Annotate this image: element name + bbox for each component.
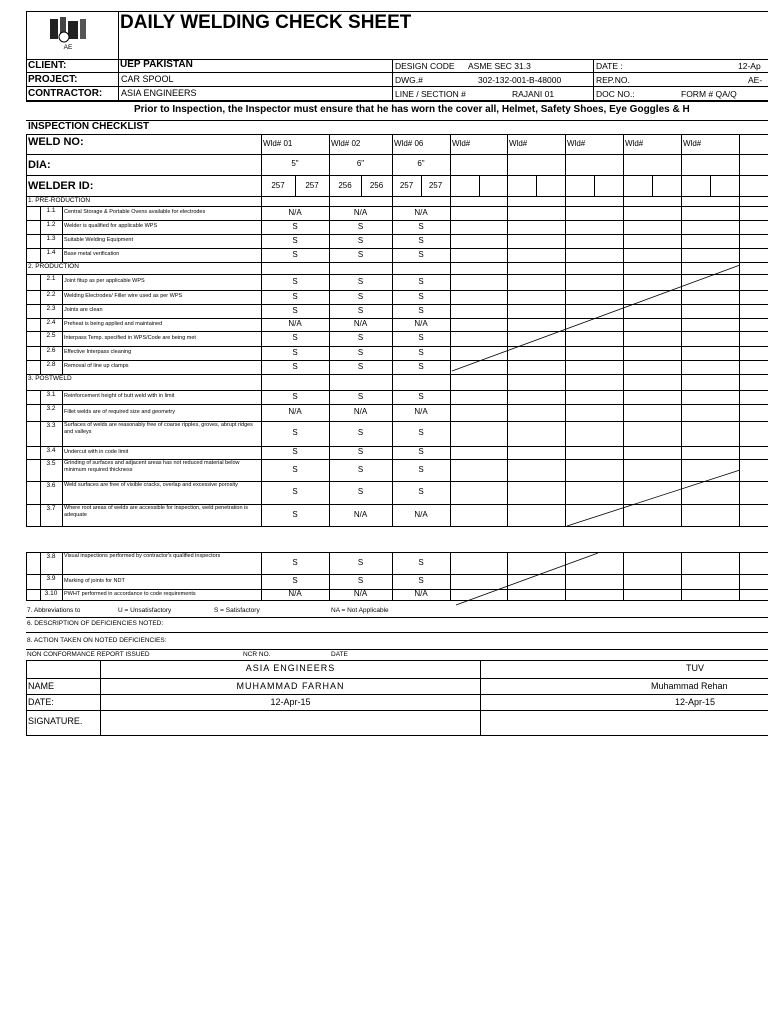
item-result[interactable]: S (357, 392, 364, 401)
item-result[interactable]: N/A (353, 319, 368, 328)
item-number: 3.3 (46, 422, 56, 429)
item-result[interactable]: S (357, 447, 364, 456)
client-value: UEP PAKISTAN (120, 59, 193, 70)
weld-no-label: WELD NO: (28, 136, 84, 148)
design-code-label: DESIGN CODE (395, 61, 455, 71)
welder-id: 256 (369, 181, 384, 190)
item-result[interactable]: S (418, 348, 424, 357)
item-number: 3.2 (46, 405, 56, 412)
rep-value: AE- (748, 75, 763, 85)
item-description: Central Storage & Portable Ovens available for electrodes (64, 209, 206, 215)
item-description: Removal of line up clamps (64, 363, 129, 369)
line-label: LINE / SECTION # (395, 89, 466, 99)
dia-value: 6" (356, 159, 365, 168)
item-result[interactable]: S (418, 277, 424, 286)
item-number: 3.7 (46, 505, 56, 512)
signoff-date-label: DATE: (28, 697, 54, 707)
item-result[interactable]: S (418, 428, 424, 437)
item-number: 3.1 (46, 391, 56, 398)
item-description: Surfaces of welds are reasonably free of coarse ripples, groves, abrupt ridges and valleys (64, 422, 253, 435)
item-result[interactable]: S (357, 428, 364, 437)
item-number: 3.4 (46, 447, 56, 454)
signoff-date-2: 12-Apr-15 (675, 697, 716, 707)
logo-caption: AE (63, 44, 73, 51)
item-result[interactable]: S (418, 447, 424, 456)
item-description: Interpass Temp. specified in WPS/Code are being met (64, 335, 196, 341)
item-result[interactable]: S (357, 277, 364, 286)
signoff-org-1: ASIA ENGINEERS (245, 663, 336, 673)
item-result[interactable]: N/A (353, 208, 368, 217)
welder-id: 256 (338, 181, 352, 190)
item-result[interactable]: S (357, 362, 364, 371)
item-number: 2.2 (46, 291, 56, 298)
item-number: 1.4 (46, 249, 56, 256)
item-result[interactable]: S (292, 558, 298, 567)
safety-notice: Prior to Inspection, the Inspector must ensure that he has worn the cover all, Helmet, Safety Shoes, Eye Goggles & H (134, 104, 690, 115)
item-description: Undercut with in code limit (64, 449, 129, 455)
item-number: 2.5 (46, 332, 56, 339)
item-result[interactable]: S (418, 558, 424, 567)
item-result[interactable]: N/A (414, 407, 428, 416)
client-label: CLIENT: (28, 60, 67, 71)
item-description: Welder is qualified for applicable WPS (64, 223, 158, 229)
signoff-name-2: Muhammad Rehan (651, 681, 728, 691)
item-result[interactable]: S (418, 576, 424, 585)
item-result[interactable]: N/A (414, 510, 428, 519)
item-description: Suitable Welding Equipment (64, 237, 133, 243)
item-result[interactable]: S (418, 292, 424, 301)
contractor-label: CONTRACTOR: (28, 88, 103, 99)
item-result[interactable]: S (357, 487, 364, 496)
welder-id: 257 (428, 181, 443, 190)
item-result[interactable]: S (418, 465, 424, 474)
welder-id: 257 (305, 181, 319, 190)
item-result[interactable]: N/A (414, 208, 428, 217)
signoff-signature-label: SIGNATURE. (28, 716, 83, 726)
item-number: 1.3 (46, 235, 56, 242)
item-result[interactable]: S (357, 236, 364, 245)
item-number: 2.4 (46, 319, 56, 326)
item-result[interactable]: S (418, 362, 424, 371)
item-description: Grinding of surfaces and adjacent areas has not reduced material below minimum required thickness (64, 460, 240, 473)
item-result[interactable]: N/A (414, 319, 428, 328)
item-result[interactable]: N/A (353, 407, 368, 416)
action-label: 8. ACTION TAKEN ON NOTED DEFICIENCIES: (27, 637, 167, 644)
weld-number: Wld# (452, 139, 471, 148)
item-result[interactable]: S (292, 333, 298, 342)
item-number: 1.2 (46, 221, 56, 228)
doc-label: DOC NO.: (596, 89, 635, 99)
item-number: 3.6 (46, 482, 56, 489)
weld-number: Wld# (625, 139, 644, 148)
item-description: Marking of joints for NDT (64, 578, 125, 584)
item-result[interactable]: S (418, 487, 424, 496)
date-label: DATE : (596, 61, 623, 71)
strike-line-2 (567, 470, 740, 526)
item-result[interactable]: S (292, 576, 298, 585)
welder-id-label: WELDER ID: (28, 180, 94, 192)
item-result[interactable]: S (292, 250, 298, 259)
item-number: 2.6 (46, 347, 56, 354)
item-result[interactable]: S (357, 348, 364, 357)
item-number: 2.8 (46, 361, 56, 368)
weld-number: Wld# 01 (263, 139, 293, 148)
item-description: PWHT performed in accordance to code requirements (64, 591, 196, 597)
item-number: 3.8 (46, 553, 56, 560)
weld-number: Wld# (567, 139, 586, 148)
item-description: Joints are clean (64, 307, 103, 313)
item-result[interactable]: S (292, 447, 298, 456)
dia-value: 5" (291, 159, 299, 168)
item-result[interactable]: S (292, 465, 298, 474)
project-label: PROJECT: (28, 74, 78, 85)
weld-number: Wld# (509, 139, 528, 148)
line-value: RAJANI 01 (512, 89, 555, 99)
item-number: 3.9 (46, 575, 56, 582)
strike-line-1 (452, 265, 740, 371)
item-description: Visual inspections performed by contractor's qualified inspectors (64, 553, 221, 559)
item-result[interactable]: S (357, 558, 364, 567)
item-result[interactable]: S (292, 292, 298, 301)
dwg-label: DWG.# (395, 75, 423, 85)
item-description: Reinforcement height of butt weld with in limit (64, 393, 175, 399)
item-number: 2.1 (46, 275, 56, 282)
item-number: 1.1 (46, 207, 56, 214)
signoff-date-1: 12-Apr-15 (270, 697, 311, 707)
item-result[interactable]: S (418, 306, 424, 315)
abbrev-na: NA = Not Applicable (331, 607, 389, 614)
item-result[interactable]: S (357, 576, 364, 585)
item-result[interactable]: S (418, 222, 424, 231)
item-result[interactable]: N/A (288, 208, 302, 217)
item-result[interactable]: S (292, 277, 298, 286)
item-result[interactable]: S (292, 510, 298, 519)
item-result[interactable]: N/A (353, 589, 368, 598)
abbrev-label: 7. Abbreviations to (27, 607, 81, 614)
item-description: Welding Electrodes/ Filler wire used as per WPS (64, 293, 183, 299)
item-result[interactable]: S (418, 236, 424, 245)
dwg-value: 302-132-001-B-48000 (478, 75, 562, 85)
item-result[interactable]: S (357, 250, 364, 259)
item-description: Where root areas of welds are accessible for inspection, weld penetration is adequate (64, 505, 249, 518)
project-value: CAR SPOOL (121, 74, 174, 84)
strike-line-3 (456, 553, 598, 605)
item-result[interactable]: S (418, 333, 424, 342)
item-result[interactable]: S (292, 306, 298, 315)
item-number: 3.10 (44, 590, 58, 597)
ncr-date-label: DATE (331, 651, 348, 658)
item-result[interactable]: S (292, 348, 298, 357)
item-result[interactable]: N/A (288, 319, 302, 328)
item-description: Preheat is being applied and maintained (64, 321, 163, 327)
item-result[interactable]: N/A (288, 407, 302, 416)
item-result[interactable]: S (292, 487, 298, 496)
weld-number: Wld# 06 (394, 139, 424, 148)
item-number: 3.5 (46, 460, 56, 467)
dia-label: DIA: (28, 159, 51, 171)
section-heading: 1. PRE-RODUCTION (28, 197, 91, 204)
design-code-value: ASME SEC 31.3 (468, 61, 531, 71)
item-result[interactable]: S (418, 250, 424, 259)
section-heading: 2. PRODUCTION (28, 263, 79, 270)
item-result[interactable]: S (418, 392, 424, 401)
item-description: Joint fitup as per applicable WPS (64, 278, 145, 284)
item-description: Effective Interpass cleaning (64, 349, 132, 355)
doc-value: FORM # QA/Q (681, 89, 737, 99)
contractor-value: ASIA ENGINEERS (121, 88, 197, 98)
rep-label: REP.NO. (596, 75, 630, 85)
item-result[interactable]: N/A (353, 510, 368, 519)
item-result[interactable]: S (357, 292, 364, 301)
ncr-no-label: NCR NO. (243, 651, 271, 658)
item-result[interactable]: S (292, 362, 298, 371)
checklist-title: INSPECTION CHECKLIST (28, 121, 150, 132)
date-value: 12-Ap (738, 61, 761, 71)
signoff-name-1: MUHAMMAD FARHAN (236, 681, 345, 691)
dia-value: 6" (417, 159, 425, 168)
item-result[interactable]: S (357, 465, 364, 474)
item-description: Weld surfaces are free of visible cracks, overlap and excessive porosity (64, 482, 238, 488)
weld-number: Wld# 02 (331, 139, 361, 148)
deficiencies-label: 6. DESCRIPTION OF DEFICIENCIES NOTED: (27, 620, 164, 627)
ncr-label: NON CONFORMANCE REPORT ISSUED (27, 651, 150, 658)
item-result[interactable]: S (292, 392, 298, 401)
signoff-org-2: TUV (686, 663, 704, 673)
abbrev-u: U = Unsatisfactory (118, 607, 172, 614)
item-result[interactable]: S (292, 222, 298, 231)
item-result[interactable]: S (292, 236, 298, 245)
page-title: DAILY WELDING CHECK SHEET (120, 12, 412, 33)
item-result[interactable]: S (357, 222, 364, 231)
item-result[interactable]: N/A (288, 589, 302, 598)
item-result[interactable]: S (357, 306, 364, 315)
item-description: Fillet welds are of required size and geometry (64, 409, 175, 415)
item-description: Base metal verification (64, 251, 120, 257)
item-result[interactable]: S (357, 333, 364, 342)
welder-id: 257 (271, 181, 285, 190)
abbrev-s: S = Satisfactory (214, 607, 260, 614)
item-number: 2.3 (46, 305, 56, 312)
signoff-name-label: NAME (28, 681, 55, 691)
section-heading: 3. POSTWELD (28, 375, 72, 382)
weld-number: Wld# (683, 139, 702, 148)
item-result[interactable]: N/A (414, 589, 428, 598)
welder-id: 257 (399, 181, 414, 190)
item-result[interactable]: S (292, 428, 298, 437)
